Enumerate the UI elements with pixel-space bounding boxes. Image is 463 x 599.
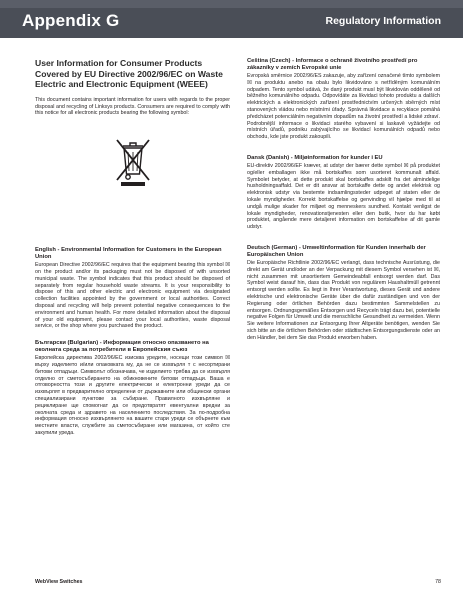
section-german: [247, 245, 440, 342]
appendix-title: Appendix G: [22, 11, 120, 30]
footer-product-name: WebView Switches: [35, 579, 83, 585]
section-bulgarian: [35, 340, 230, 437]
section-body: EU-direktiv 2002/96/EF kræver, at udstyr der bærer dette symbol ☒ på produktet og/eller emballagen ikke må bortskaffes som usorteret kommunalt affald. Symbolet betyder, at dette produkt skal bortskaffes adskilt fra det almindelige husholdningsaffald. Det er dit ansvar at bortskaffe dette og andet elektrisk og elektronisk udstyr via bestemte indsamlingssteder udpeget af staten eller de lokale myndigheder. Korrekt bortskaffelse og genvinding vil hjælpe med til at undgå mulige skader for miljøet og menneskers sundhed. Kontakt venligst de lokale myndigheder, renovationstjenesten eller den butik, hvor du har købt produktet, angående mere detaljeret information om bortskaffelse af dit gamle udstyr.: [247, 162, 440, 231]
page-header: [0, 0, 463, 38]
section-danish: [247, 155, 440, 231]
left-column: [35, 58, 230, 447]
intro-paragraph: This document contains important information for users with regards to the proper disposal and recycling of Linksys products. Consumers are required to comply with this notice for all electronic products bearing the following symbol:: [35, 96, 230, 117]
section-heading: Ceština (Czech) - Informace o ochraně životního prostředí pro zákazníky v zemích Evropské unie: [247, 58, 418, 71]
page-number: 78: [435, 579, 441, 585]
document-title: User Information for Consumer Products Covered by EU Directive 2002/96/EC on Waste Electric and Electronic Equipment (WEEE): [35, 58, 223, 90]
header-top-strip: [0, 0, 463, 8]
right-column: [247, 58, 440, 352]
crossed-out-wheelie-bin-icon: [112, 135, 154, 187]
section-title: Regulatory Information: [325, 15, 441, 27]
section-body: Evropská směrnice 2002/96/ES zakazuje, aby zařízení označené tímto symbolem ☒ na produktu anebo na obalu bylo likvidováno s netříděným komunálním odpadem. Tento symbol udává, že daný produkt musí být likvidován odděleně od běžného komunálního odpadu. Odpovídáte za likvidaci tohoto produktu a dalších elektrických a elektronických zařízení prostřednictvím určených sběrných míst stanovených vládou nebo místními úřady. Správná likvidace a recyklace pomáhá předcházet potenciálním negativním dopadům na životní prostředí a lidské zdraví. Podrobnější informace o likvidaci starého vybavení si laskavě vyžádejte od místních úřadů, podniku zabývajícího se likvidací komunálních odpadů nebo obchodu, kde jste produkt zakoupili.: [247, 73, 440, 141]
section-body: Die Europäische Richtlinie 2002/96/EC verlangt, dass technische Ausrüstung, die direkt am Gerät und/oder an der Verpackung mit diesem Symbol versehen ist ☒, nicht zusammen mit unsortiertem Gemeindeabfall entsorgt werden darf. Das Symbol weist darauf hin, dass das Produkt von regulärem Haushaltmüll getrennt entsorgt werden sollte. Es liegt in Ihrer Verantwortung, dieses Gerät und andere elektrische und elektronische Geräte über die dafür zuständigen und von der Regierung oder örtlichen Behörden dazu bestimmten Sammelstellen zu entsorgen. Ordnungsgemäßes Entsorgen und Recyceln trägt dazu bei, potentielle negative Folgen für Umwelt und die menschliche Gesundheit zu vermeiden. Wenn Sie weitere Informationen zur Entsorgung Ihrer Altgeräte benötigen, wenden Sie sich bitte an die örtlichen Behörden oder städtischen Entsorgungsdienste oder an den Händler, bei dem Sie das Produkt erworben haben.: [247, 259, 440, 341]
section-body: European Directive 2002/96/EC requires that the equipment bearing this symbol ☒ on the product and/or its packaging must not be disposed of with unsorted municipal waste. The symbol indicates that this product should be disposed of separately from regular household waste streams. It is your responsibility to dispose of this and other electric and electronic equipment via designated collection facilities appointed by the government or local authorities. Correct disposal and recycling will help prevent potential negative consequences to the environment and human health. For more detailed information about the disposal of your old equipment, please contact your local authorities, waste disposal service, or the shop where you purchased the product.: [35, 262, 230, 330]
section-english: [35, 247, 230, 330]
section-heading: Deutsch (German) - Umweltinformation für Kunden innerhalb der Europäischen Union: [247, 244, 426, 258]
section-heading: Български (Bulgarian) - Информация относно опазването на околната среда за потребители в Европейския съюз: [35, 340, 209, 354]
section-body: Европейска директива 2002/96/EC изисква уредите, носещи този символ ☒ върху изделието и/или опаковката му, да не се изхвърля т с несортирани битови отпадъци. Символът обозначава, че изделието трябва да се изхвърля отделно от сметосъбирането на обикновените битови отпадъци. Ваша е отговорността този и другите електрически и електронни уреди да се изхвърлят в предварително определени от държавните или общински органи специализирани пунктове за събиране. Правилното изхвърляне и рециклиране ще спомогнат да се предотвратят евентуални вредни за околната среда и здравето на населението последствия. За по-подробна информация относно изхвърлянето на вашите стари уреди се обърнете към местните власти, службите за сметосъбиране или магазина, от който сте закупили уреда.: [35, 355, 230, 436]
section-heading: English - Environmental Information for Customers in the European Union: [35, 247, 222, 261]
section-heading: Dansk (Danish) - Miljøinformation for kunder i EU: [247, 154, 383, 161]
section-czech: [247, 58, 440, 141]
